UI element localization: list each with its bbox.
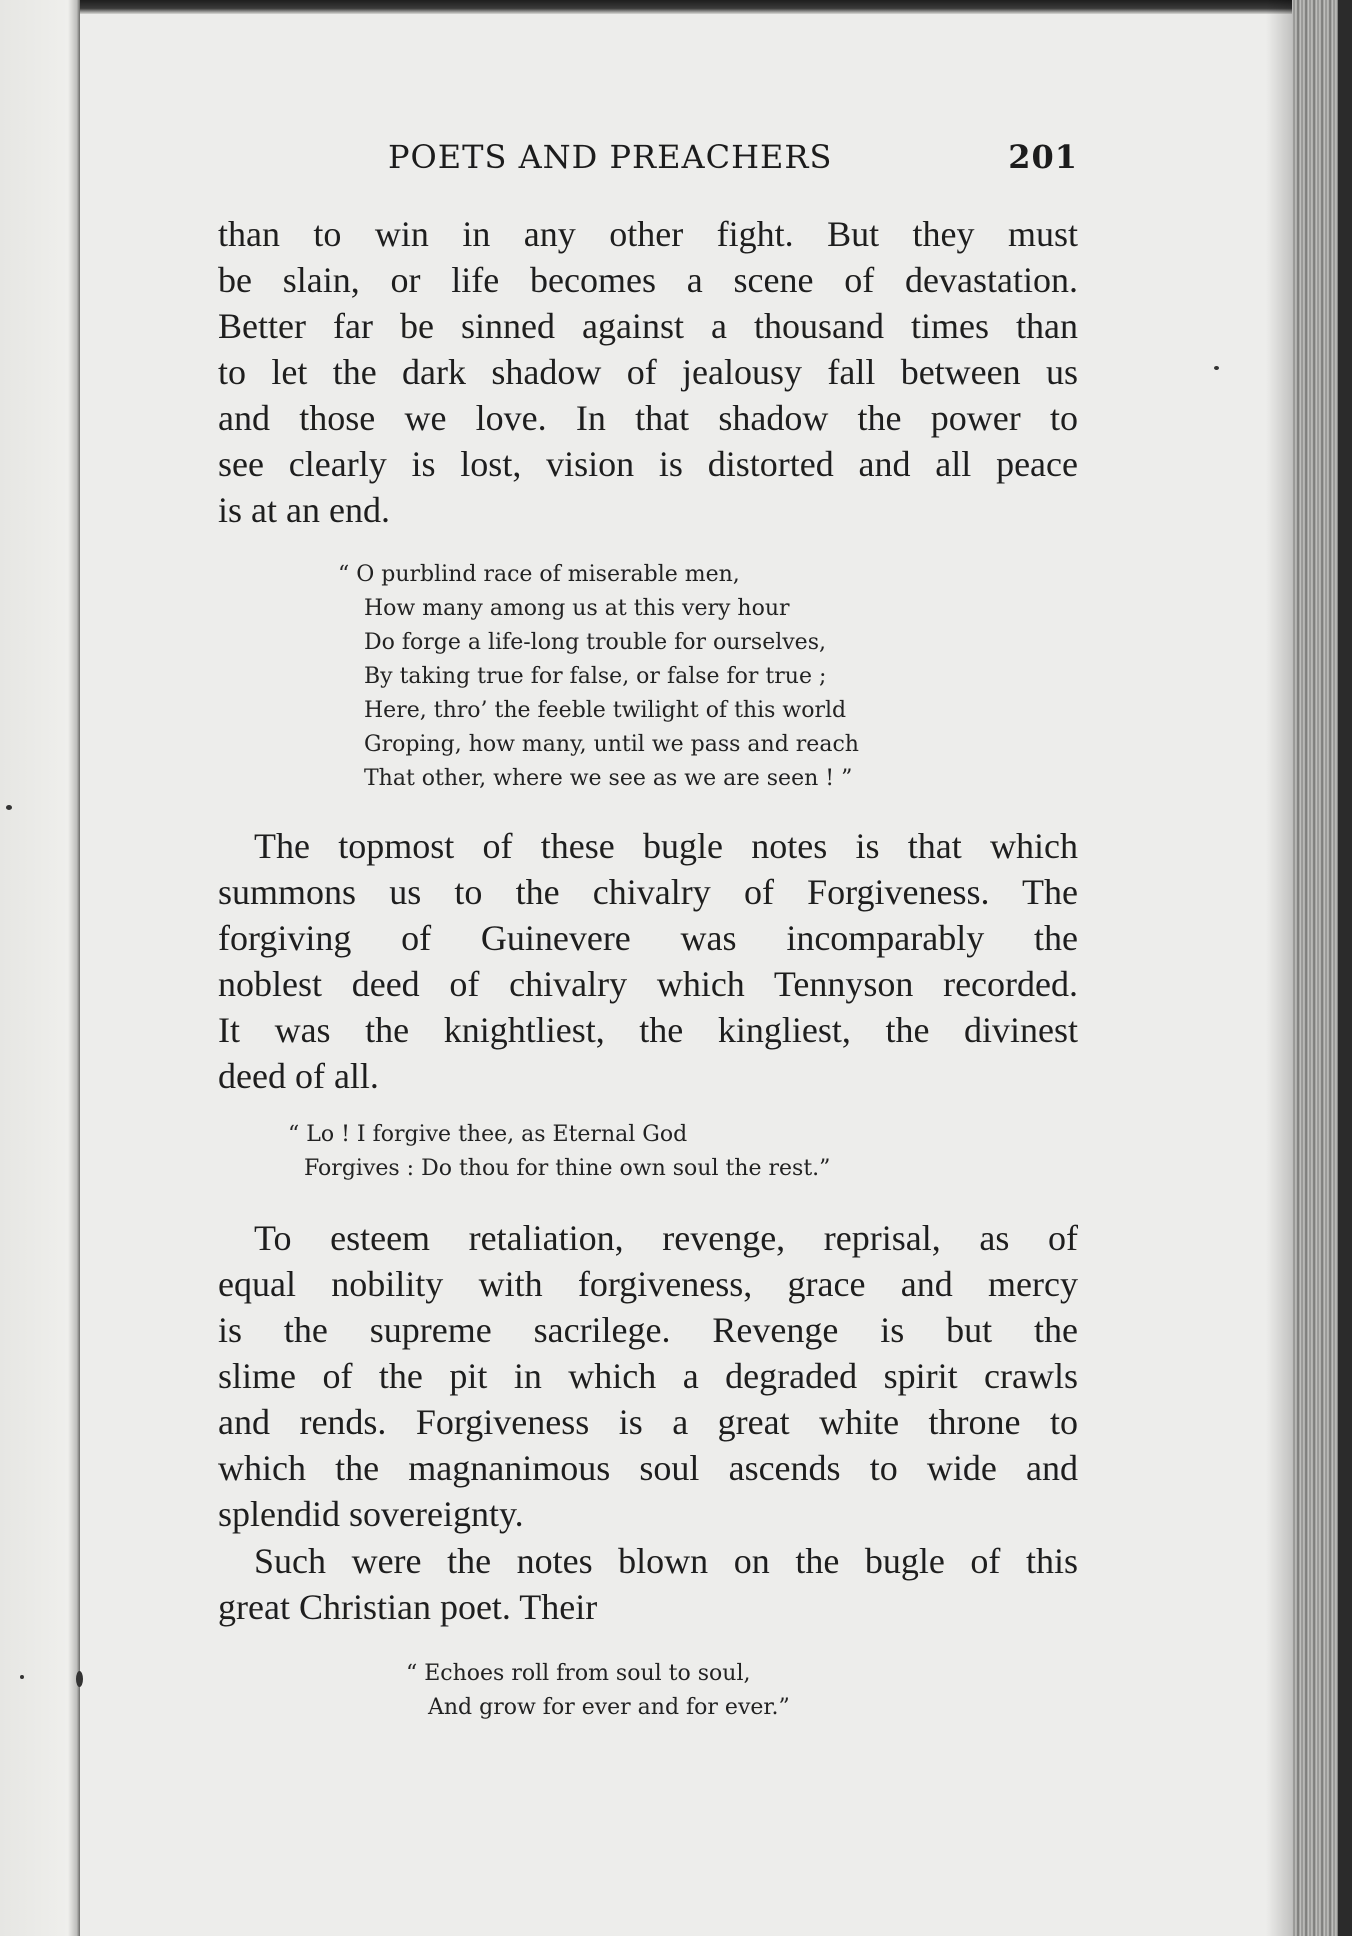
dust-speck bbox=[76, 1671, 83, 1687]
verse-line: Here, thro’ the feeble twilight of this world bbox=[364, 698, 847, 723]
dust-speck bbox=[20, 1675, 24, 1679]
text-line: than to win in any other fight. But they must bbox=[218, 214, 1078, 254]
verse-line: “ O purblind race of miserable men, bbox=[338, 562, 740, 587]
verse-line: Groping, how many, until we pass and reach bbox=[364, 732, 859, 757]
paragraph-2 bbox=[218, 823, 1078, 1099]
text-line: The topmost of these bugle notes is that which bbox=[254, 826, 1078, 866]
verse-line: Do forge a life-long trouble for ourselves, bbox=[364, 630, 826, 655]
left-page-edge bbox=[0, 0, 80, 1936]
verse-quote-2 bbox=[288, 1118, 830, 1186]
text-line: and rends. Forgiveness is a great white throne to bbox=[218, 1402, 1078, 1442]
text-line: see clearly is lost, vision is distorted and all peace bbox=[218, 444, 1078, 484]
text-line: noblest deed of chivalry which Tennyson recorded. bbox=[218, 964, 1078, 1004]
verse-line: And grow for ever and for ever.” bbox=[428, 1695, 790, 1720]
text-line: is the supreme sacrilege. Revenge is but the bbox=[218, 1310, 1078, 1350]
paragraph-4 bbox=[218, 1538, 1078, 1630]
text-line: slime of the pit in which a degraded spirit crawls bbox=[218, 1356, 1078, 1396]
verse-line: Forgives : Do thou for thine own soul the rest.” bbox=[304, 1156, 831, 1181]
verse-line: That other, where we see as we are seen ! ” bbox=[364, 766, 853, 791]
text-line: equal nobility with forgiveness, grace and mercy bbox=[218, 1264, 1078, 1304]
text-line: and those we love. In that shadow the power to bbox=[218, 398, 1078, 438]
verse-quote-3 bbox=[406, 1657, 790, 1725]
text-line: be slain, or life becomes a scene of devastation. bbox=[218, 260, 1078, 300]
page-number: 201 bbox=[1008, 138, 1078, 176]
gutter-shadow bbox=[1266, 0, 1292, 1936]
scan-top-edge bbox=[0, 0, 1352, 14]
text-line: is at an end. bbox=[218, 490, 390, 530]
dust-speck bbox=[6, 805, 12, 810]
text-line: which the magnanimous soul ascends to wide and bbox=[218, 1448, 1078, 1488]
text-line: deed of all. bbox=[218, 1056, 379, 1096]
verse-line: How many among us at this very hour bbox=[364, 596, 790, 621]
verse-line: “ Lo ! I forgive thee, as Eternal God bbox=[288, 1122, 688, 1147]
text-line: to let the dark shadow of jealousy fall between us bbox=[218, 352, 1078, 392]
text-line: To esteem retaliation, revenge, reprisal, as of bbox=[254, 1218, 1078, 1258]
text-line: It was the knightliest, the kingliest, the divinest bbox=[218, 1010, 1078, 1050]
verse-line: By taking true for false, or false for true ; bbox=[364, 664, 827, 689]
text-line: great Christian poet. Their bbox=[218, 1587, 598, 1627]
text-line: Better far be sinned against a thousand times than bbox=[218, 306, 1078, 346]
page-header bbox=[218, 138, 1078, 186]
text-line: splendid sovereignty. bbox=[218, 1494, 524, 1534]
text-line: Such were the notes blown on the bugle of this bbox=[254, 1541, 1078, 1581]
text-line: forgiving of Guinevere was incomparably the bbox=[218, 918, 1078, 958]
text-line: summons us to the chivalry of Forgiveness. The bbox=[218, 872, 1078, 912]
paragraph-3 bbox=[218, 1215, 1078, 1537]
verse-quote-1 bbox=[338, 558, 859, 796]
verse-line: “ Echoes roll from soul to soul, bbox=[406, 1661, 751, 1686]
dust-speck bbox=[1214, 366, 1219, 370]
running-title: POETS AND PREACHERS bbox=[388, 138, 833, 176]
paragraph-1 bbox=[218, 211, 1078, 533]
book-fore-edge bbox=[1292, 0, 1352, 1936]
